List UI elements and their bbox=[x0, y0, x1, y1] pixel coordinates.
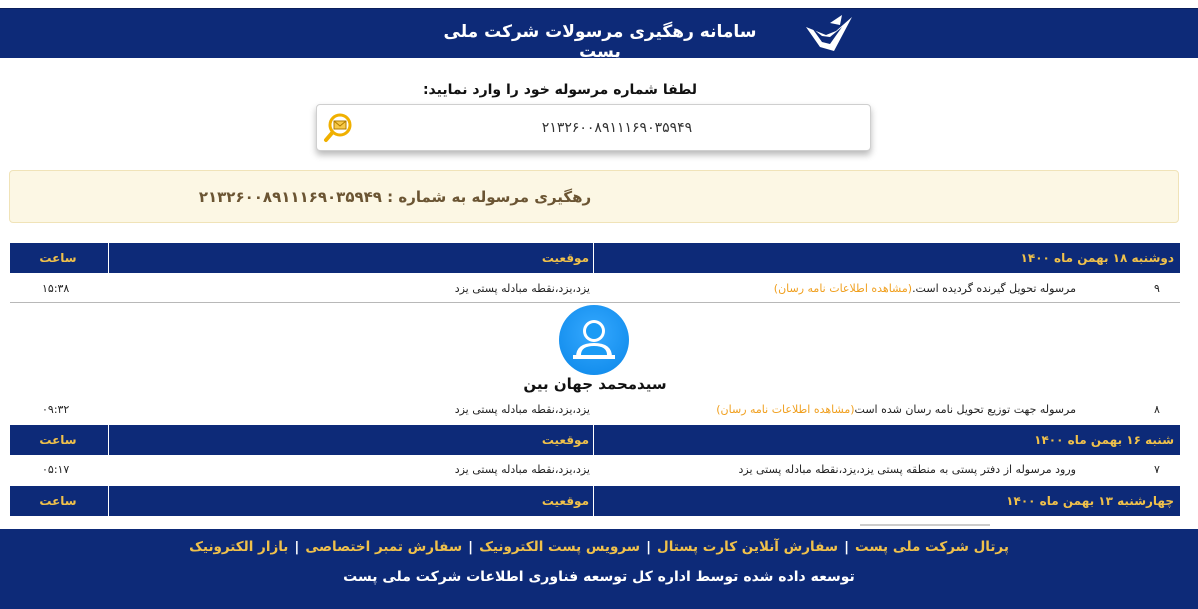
tracking-search-box bbox=[316, 104, 871, 151]
row-status-text: مرسوله تحویل گیرنده گردیده است. bbox=[912, 282, 1076, 295]
footer-links: پرتال شرکت ملی پست|سفارش آنلاین کارت پستال|سرویس پست الکترونیک|سفارش تمبر اختصاصی|بازار الکترونیک bbox=[189, 539, 1009, 555]
day-header bbox=[10, 425, 1180, 455]
tracking-number-input[interactable] bbox=[377, 115, 857, 141]
row-number: ۹ bbox=[1154, 282, 1160, 295]
row-location: یزد،یزد،نقطه مبادله پستی یزد bbox=[454, 282, 590, 295]
view-carrier-info-link[interactable]: (مشاهده اطلاعات نامه رسان) bbox=[716, 403, 855, 416]
site-title: سامانه رهگیری مرسولات شرکت ملی پست bbox=[443, 22, 757, 62]
location-column-header: موقعیت bbox=[108, 243, 594, 273]
day-date: دوشنبه ۱۸ بهمن ماه ۱۴۰۰ bbox=[1020, 251, 1174, 265]
developer-credit: توسعه داده شده توسط اداره کل توسعه فناوری اطلاعات شرکت ملی پست bbox=[343, 569, 855, 585]
footer-link-e-market[interactable]: بازار الکترونیک bbox=[189, 539, 289, 555]
location-column-header: موقعیت bbox=[108, 486, 594, 516]
post-logo-icon bbox=[800, 11, 858, 57]
tracking-result-text: رهگیری مرسوله به شماره : ۲۱۳۲۶۰۰۸۹۱۱۱۶۹۰۳۵۹۴۹ bbox=[198, 188, 592, 206]
row-description: ورود مرسوله از دفتر پستی به منطقه پستی یزد،یزد،نقطه مبادله پستی یزد bbox=[738, 463, 1076, 476]
row-description bbox=[596, 395, 1076, 425]
footer-link-custom-stamp[interactable]: سفارش تمبر اختصاصی bbox=[305, 539, 463, 555]
table-row bbox=[10, 455, 1180, 485]
user-avatar-icon bbox=[559, 305, 629, 375]
row-status-text: مرسوله جهت توزیع تحویل نامه رسان شده است bbox=[854, 403, 1076, 416]
tracking-result-banner bbox=[9, 170, 1179, 223]
footer-link-email-service[interactable]: سرویس پست الکترونیک bbox=[479, 539, 641, 555]
day-header bbox=[10, 486, 1180, 516]
location-column-header: موقعیت bbox=[108, 425, 594, 455]
footer-link-post-portal[interactable]: پرتال شرکت ملی پست bbox=[855, 539, 1009, 555]
row-description bbox=[596, 274, 1076, 304]
table-row bbox=[10, 395, 1180, 425]
row-divider bbox=[10, 302, 1180, 303]
carrier-name: سیدمحمد جهان بین bbox=[523, 375, 667, 393]
row-number: ۸ bbox=[1154, 403, 1160, 416]
day-header bbox=[10, 243, 1180, 273]
table-row bbox=[10, 274, 1180, 304]
magnifier-envelope-icon[interactable] bbox=[323, 112, 355, 144]
day-date: شنبه ۱۶ بهمن ماه ۱۴۰۰ bbox=[1034, 433, 1174, 447]
clipped-row-text bbox=[860, 522, 990, 528]
row-time: ۰۹:۳۲ bbox=[42, 403, 70, 416]
row-location: یزد،یزد،نقطه مبادله پستی یزد bbox=[454, 403, 590, 416]
site-footer bbox=[0, 529, 1198, 609]
row-number: ۷ bbox=[1154, 463, 1160, 476]
time-column-header: ساعت bbox=[39, 494, 77, 508]
tracking-prompt: لطفا شماره مرسوله خود را وارد نمایید: bbox=[422, 82, 698, 98]
view-carrier-info-link[interactable]: (مشاهده اطلاعات نامه رسان) bbox=[773, 282, 913, 295]
site-header bbox=[0, 8, 1198, 62]
time-column-header: ساعت bbox=[39, 251, 77, 265]
row-time: ۱۵:۳۸ bbox=[42, 282, 70, 295]
time-column-header: ساعت bbox=[39, 433, 77, 447]
row-location: یزد،یزد،نقطه مبادله پستی یزد bbox=[454, 463, 590, 476]
row-time: ۰۵:۱۷ bbox=[42, 463, 70, 476]
footer-link-postcard-order[interactable]: سفارش آنلاین کارت پستال bbox=[657, 539, 839, 555]
day-date: چهارشنبه ۱۳ بهمن ماه ۱۴۰۰ bbox=[1006, 494, 1174, 508]
